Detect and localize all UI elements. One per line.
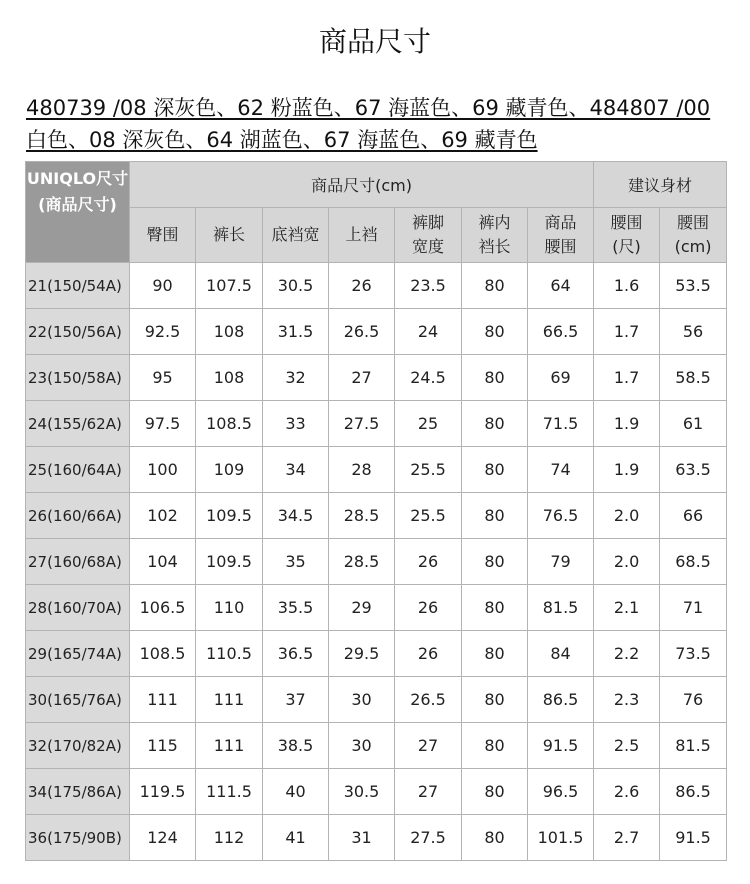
- table-row: [26, 539, 727, 585]
- suggested-body-group-header: 建议身材: [594, 162, 727, 208]
- table-cell: 80: [462, 355, 528, 401]
- table-cell: 27.5: [395, 815, 462, 861]
- table-cell: 27: [329, 355, 395, 401]
- table-cell: 73.5: [660, 631, 727, 677]
- table-cell: 80: [462, 769, 528, 815]
- table-cell: 109: [196, 447, 263, 493]
- table-cell: 31.5: [263, 309, 329, 355]
- table-cell: 27: [395, 723, 462, 769]
- size-table: [25, 161, 727, 861]
- table-cell: 92.5: [130, 309, 196, 355]
- table-cell: 1.7: [594, 355, 660, 401]
- size-label: 32(170/82A): [26, 723, 130, 769]
- table-row: [26, 585, 727, 631]
- table-cell: 91.5: [528, 723, 594, 769]
- table-cell: 1.6: [594, 263, 660, 309]
- table-cell: 30: [329, 723, 395, 769]
- table-cell: 96.5: [528, 769, 594, 815]
- table-cell: 107.5: [196, 263, 263, 309]
- length-header: 裤长: [196, 208, 263, 263]
- table-cell: 58.5: [660, 355, 727, 401]
- table-row: [26, 355, 727, 401]
- table-cell: 64: [528, 263, 594, 309]
- table-cell: 27.5: [329, 401, 395, 447]
- size-label: 21(150/54A): [26, 263, 130, 309]
- table-cell: 80: [462, 631, 528, 677]
- table-cell: 80: [462, 585, 528, 631]
- table-cell: 35.5: [263, 585, 329, 631]
- table-cell: 97.5: [130, 401, 196, 447]
- table-cell: 68.5: [660, 539, 727, 585]
- table-cell: 26.5: [395, 677, 462, 723]
- table-cell: 110.5: [196, 631, 263, 677]
- table-cell: 71.5: [528, 401, 594, 447]
- table-cell: 80: [462, 401, 528, 447]
- table-cell: 34.5: [263, 493, 329, 539]
- table-cell: 53.5: [660, 263, 727, 309]
- table-cell: 28: [329, 447, 395, 493]
- table-cell: 111: [196, 723, 263, 769]
- table-cell: 33: [263, 401, 329, 447]
- table-cell: 80: [462, 493, 528, 539]
- table-cell: 80: [462, 263, 528, 309]
- waist-chi-header: 腰围 (尺): [594, 208, 660, 263]
- hem-width-header: 裤脚 宽度: [395, 208, 462, 263]
- table-cell: 81.5: [660, 723, 727, 769]
- table-row: [26, 401, 727, 447]
- table-cell: 74: [528, 447, 594, 493]
- table-cell: 26: [329, 263, 395, 309]
- table-cell: 31: [329, 815, 395, 861]
- size-label: 36(175/90B): [26, 815, 130, 861]
- table-cell: 2.0: [594, 539, 660, 585]
- table-cell: 25.5: [395, 447, 462, 493]
- table-cell: 119.5: [130, 769, 196, 815]
- table-cell: 2.6: [594, 769, 660, 815]
- table-cell: 25.5: [395, 493, 462, 539]
- table-cell: 112: [196, 815, 263, 861]
- size-label: 27(160/68A): [26, 539, 130, 585]
- table-cell: 66.5: [528, 309, 594, 355]
- table-cell: 111.5: [196, 769, 263, 815]
- table-cell: 69: [528, 355, 594, 401]
- table-cell: 28.5: [329, 539, 395, 585]
- table-cell: 110: [196, 585, 263, 631]
- inseam-header: 裤内 裆长: [462, 208, 528, 263]
- table-cell: 27: [395, 769, 462, 815]
- waist-cm-header: 腰围 (cm): [660, 208, 727, 263]
- size-label: 34(175/86A): [26, 769, 130, 815]
- table-cell: 80: [462, 677, 528, 723]
- table-cell: 28.5: [329, 493, 395, 539]
- size-label: 25(160/64A): [26, 447, 130, 493]
- table-cell: 79: [528, 539, 594, 585]
- table-cell: 24.5: [395, 355, 462, 401]
- table-cell: 109.5: [196, 539, 263, 585]
- table-row: [26, 723, 727, 769]
- table-cell: 80: [462, 539, 528, 585]
- table-cell: 108: [196, 355, 263, 401]
- table-cell: 2.3: [594, 677, 660, 723]
- table-cell: 24: [395, 309, 462, 355]
- table-cell: 30.5: [263, 263, 329, 309]
- size-label: 24(155/62A): [26, 401, 130, 447]
- size-label: 29(165/74A): [26, 631, 130, 677]
- size-column-header: UNIQLO尺寸 (商品尺寸): [26, 162, 130, 263]
- table-cell: 41: [263, 815, 329, 861]
- table-cell: 76: [660, 677, 727, 723]
- table-cell: 80: [462, 309, 528, 355]
- table-cell: 2.5: [594, 723, 660, 769]
- table-cell: 1.9: [594, 447, 660, 493]
- table-cell: 71: [660, 585, 727, 631]
- table-cell: 95: [130, 355, 196, 401]
- table-row: [26, 309, 727, 355]
- table-cell: 26: [395, 631, 462, 677]
- table-cell: 23.5: [395, 263, 462, 309]
- size-label: 23(150/58A): [26, 355, 130, 401]
- table-row: [26, 769, 727, 815]
- table-cell: 124: [130, 815, 196, 861]
- table-cell: 38.5: [263, 723, 329, 769]
- table-cell: 2.0: [594, 493, 660, 539]
- table-cell: 56: [660, 309, 727, 355]
- table-cell: 29: [329, 585, 395, 631]
- page-title: 商品尺寸: [318, 25, 431, 58]
- table-cell: 35: [263, 539, 329, 585]
- size-label: 30(165/76A): [26, 677, 130, 723]
- table-cell: 34: [263, 447, 329, 493]
- product-waist-header: 商品 腰围: [528, 208, 594, 263]
- table-cell: 32: [263, 355, 329, 401]
- table-cell: 100: [130, 447, 196, 493]
- table-row: [26, 263, 727, 309]
- table-cell: 80: [462, 447, 528, 493]
- table-cell: 2.2: [594, 631, 660, 677]
- table-cell: 37: [263, 677, 329, 723]
- table-cell: 63.5: [660, 447, 727, 493]
- product-colors-line: 480739 /08 深灰色、62 粉蓝色、67 海蓝色、69 藏青色、484807 /00 白色、08 深灰色、64 湖蓝色、67 海蓝色、69 藏青色: [26, 96, 711, 152]
- table-cell: 108: [196, 309, 263, 355]
- table-cell: 104: [130, 539, 196, 585]
- table-cell: 101.5: [528, 815, 594, 861]
- table-cell: 76.5: [528, 493, 594, 539]
- table-cell: 90: [130, 263, 196, 309]
- table-cell: 66: [660, 493, 727, 539]
- table-cell: 2.7: [594, 815, 660, 861]
- table-cell: 109.5: [196, 493, 263, 539]
- table-cell: 26.5: [329, 309, 395, 355]
- table-cell: 108.5: [130, 631, 196, 677]
- product-size-group-header: 商品尺寸(cm): [130, 162, 594, 208]
- table-cell: 1.9: [594, 401, 660, 447]
- table-cell: 1.7: [594, 309, 660, 355]
- table-cell: 111: [130, 677, 196, 723]
- table-cell: 106.5: [130, 585, 196, 631]
- hip-header: 臀围: [130, 208, 196, 263]
- rise-header: 上裆: [329, 208, 395, 263]
- table-cell: 30: [329, 677, 395, 723]
- table-row: [26, 677, 727, 723]
- table-cell: 30.5: [329, 769, 395, 815]
- table-row: [26, 493, 727, 539]
- table-cell: 84: [528, 631, 594, 677]
- crotch-width-header: 底裆宽: [263, 208, 329, 263]
- table-cell: 25: [395, 401, 462, 447]
- table-cell: 2.1: [594, 585, 660, 631]
- table-cell: 26: [395, 539, 462, 585]
- table-cell: 86.5: [660, 769, 727, 815]
- table-row: [26, 631, 727, 677]
- table-cell: 102: [130, 493, 196, 539]
- table-cell: 29.5: [329, 631, 395, 677]
- table-cell: 80: [462, 723, 528, 769]
- table-cell: 26: [395, 585, 462, 631]
- table-cell: 111: [196, 677, 263, 723]
- size-label: 28(160/70A): [26, 585, 130, 631]
- table-cell: 80: [462, 815, 528, 861]
- table-cell: 36.5: [263, 631, 329, 677]
- table-row: [26, 815, 727, 861]
- table-cell: 61: [660, 401, 727, 447]
- table-cell: 86.5: [528, 677, 594, 723]
- table-cell: 108.5: [196, 401, 263, 447]
- table-cell: 91.5: [660, 815, 727, 861]
- table-cell: 40: [263, 769, 329, 815]
- size-label: 22(150/56A): [26, 309, 130, 355]
- size-label: 26(160/66A): [26, 493, 130, 539]
- table-row: [26, 447, 727, 493]
- table-cell: 115: [130, 723, 196, 769]
- table-cell: 81.5: [528, 585, 594, 631]
